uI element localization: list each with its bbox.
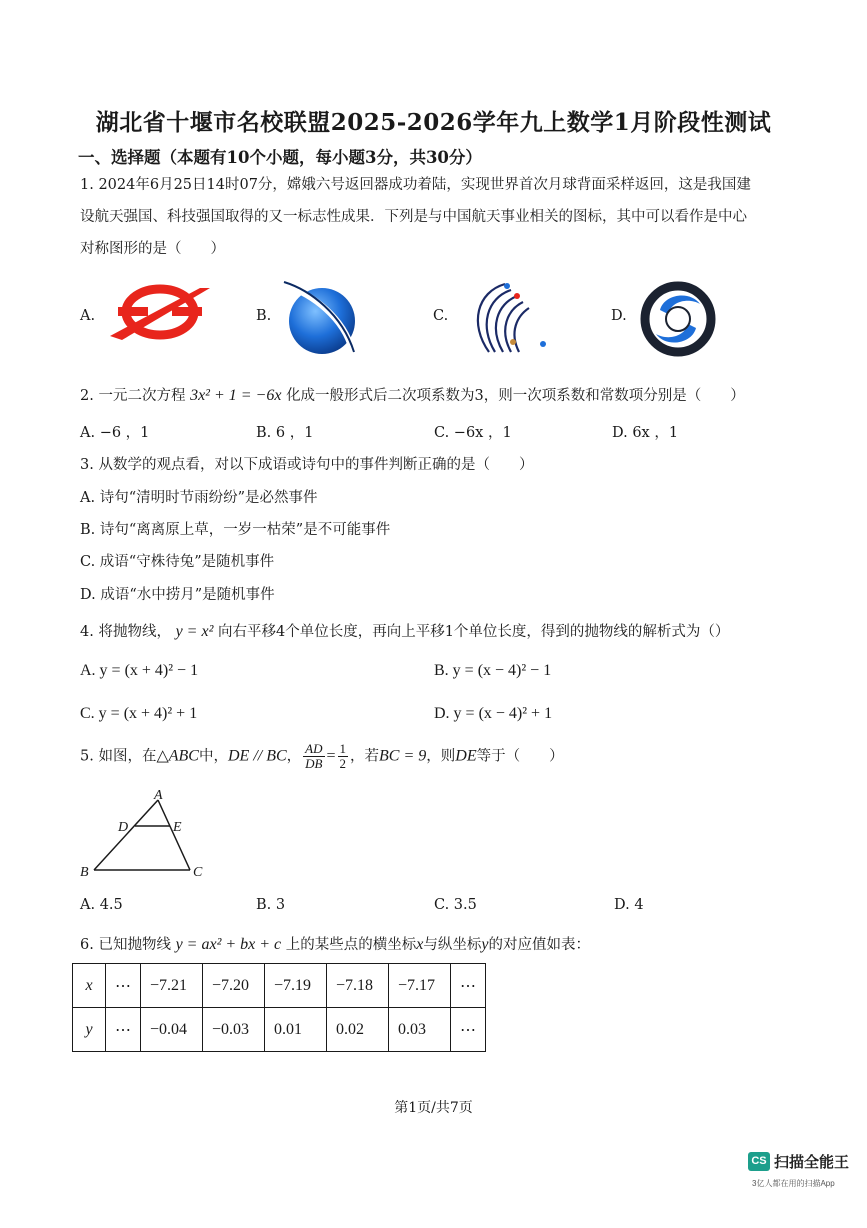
q3-option-c: C. 成语“守株待兔”是随机事件: [80, 554, 275, 570]
table-cell: −0.03: [203, 1008, 265, 1052]
q2-stem-suffix: 化成一般形式后二次项系数为3，则一次项系数和常数项分别是（ ）: [286, 388, 745, 404]
q5-frac-den: DB: [305, 756, 323, 771]
q3-stem: 3. 从数学的观点看，对以下成语或诗句中的事件判断正确的是（ ）: [80, 457, 534, 473]
q4-option-d: D. y = (x − 4)² + 1: [434, 705, 553, 722]
q4-option-c: C. y = (x + 4)² + 1: [80, 705, 198, 722]
table-cell: ⋯: [106, 1008, 141, 1052]
table-cell: 0.01: [265, 1008, 327, 1052]
arc-lines-icon: [465, 280, 549, 358]
point-e-label: E: [173, 820, 182, 835]
q5-parallel: DE // BC: [227, 747, 287, 765]
q5-frac-num: AD: [305, 741, 323, 756]
q2-stem: [80, 384, 745, 405]
q5-de: DE: [455, 747, 477, 765]
table-cell: 0.03: [389, 1008, 451, 1052]
blue-swirl-ring-icon: [638, 280, 718, 358]
vertex-c-label: C: [193, 865, 203, 880]
q5-text-1: 中，: [198, 748, 228, 765]
q2-option-c: C. −6x ，1: [434, 425, 512, 441]
table-cell: ⋯: [106, 964, 141, 1008]
camscanner-logo-icon: CS: [748, 1152, 770, 1171]
q1-stem-line-3: 对称图形的是（ ）: [80, 241, 225, 257]
q5-half-den: 2: [339, 756, 347, 771]
q4-option-b: B. y = (x − 4)² − 1: [434, 662, 552, 679]
scanner-tagline: 3亿人都在用的扫描App: [752, 1179, 835, 1188]
q2-equation: 3x² + 1 = −6x: [190, 387, 282, 404]
triangle-figure: [78, 786, 210, 882]
q1-option-b-label: B.: [256, 308, 272, 324]
scanner-app-name: 扫描全能王: [774, 1154, 850, 1171]
q1-option-c-label: C.: [433, 308, 449, 324]
q6-stem: [80, 933, 590, 954]
table-row-x: [73, 964, 486, 1008]
table-row-y: [73, 1008, 486, 1052]
q5-option-d: D. 4: [614, 897, 644, 913]
q6-x-var: x: [416, 936, 424, 953]
q6-stem-text-3: 的对应值如表：: [488, 937, 590, 953]
q5-option-a: A. 4.5: [80, 897, 123, 913]
q5-comma: ，: [286, 748, 302, 765]
q6-stem-text-1: 上的某些点的横坐标: [285, 937, 417, 953]
q5-triangle: △ABC: [156, 747, 199, 765]
q5-equals: =: [326, 747, 336, 765]
table-cell: −7.21: [141, 964, 203, 1008]
q5-fraction-half: [338, 742, 349, 771]
q5-stem: [80, 742, 564, 771]
q6-y-var: y: [481, 936, 489, 953]
q4-stem-suffix: 向右平移4个单位长度，再向上平移1个单位长度，得到的抛物线的解析式为（）: [217, 624, 730, 640]
page-title: 湖北省十堰市名校联盟2025-2026学年九上数学1月阶段性测试: [95, 109, 772, 136]
vertex-b-label: B: [80, 865, 89, 880]
q1-stem-line-1: 1. 2024年6月25日14时07分，嫦娥六号返回器成功着陆，实现世界首次月球背面采样返回，这是我国建: [80, 177, 751, 193]
table-cell: −7.17: [389, 964, 451, 1008]
blue-sphere-orbit-icon: [282, 280, 360, 354]
q1-stem-line-2: 设航天强国、科技强国取得的又一标志性成果．下列是与中国航天事业相关的图标，其中可以看作是中心: [80, 209, 747, 225]
q5-fraction-ad-db: [303, 742, 324, 771]
table-cell: −7.20: [203, 964, 265, 1008]
table-cell: −0.04: [141, 1008, 203, 1052]
q4-option-a: A. y = (x + 4)² − 1: [80, 662, 199, 679]
q1-option-d-label: D.: [611, 308, 627, 324]
q5-stem-prefix: 5. 如图，在: [80, 748, 157, 765]
table-cell: x: [73, 964, 106, 1008]
q4-stem: [80, 620, 729, 641]
q5-bc-value: BC = 9: [379, 747, 427, 765]
section-heading: 一、选择题（本题有10个小题，每小题3分，共30分）: [78, 148, 482, 167]
table-cell: −7.19: [265, 964, 327, 1008]
q2-option-d: D. 6x ，1: [612, 425, 679, 441]
q6-stem-text-2: 与纵坐标: [423, 937, 482, 953]
q6-stem-prefix: 6. 已知抛物线: [80, 937, 171, 953]
q4-stem-prefix: 4. 将抛物线，: [80, 624, 171, 640]
vertex-a-label: A: [154, 788, 163, 803]
q5-text-2: ，若: [350, 748, 380, 765]
q5-option-b: B. 3: [256, 897, 286, 913]
q3-option-d: D. 成语“水中捞月”是随机事件: [80, 587, 275, 603]
q6-value-table: [72, 963, 486, 1052]
q4-equation: y = x²: [175, 623, 214, 640]
point-d-label: D: [118, 820, 129, 835]
q1-option-a-label: A.: [80, 308, 96, 324]
red-slash-emblem-icon: [108, 280, 212, 344]
table-cell: −7.18: [327, 964, 389, 1008]
q5-stem-suffix: 等于（ ）: [476, 748, 564, 765]
q5-text-3: ，则: [426, 748, 456, 765]
q2-option-b: B. 6 ，1: [256, 425, 314, 441]
page-footer: 第1页/共7页: [394, 1100, 473, 1116]
q6-equation: y = ax² + bx + c: [175, 936, 282, 953]
q3-option-a: A. 诗句“清明时节雨纷纷”是必然事件: [80, 490, 318, 506]
table-cell: ⋯: [451, 1008, 486, 1052]
table-cell: 0.02: [327, 1008, 389, 1052]
q5-option-c: C. 3.5: [434, 897, 477, 913]
table-cell: y: [73, 1008, 106, 1052]
q3-option-b: B. 诗句“离离原上草，一岁一枯荣”是不可能事件: [80, 522, 391, 538]
q5-half-num: 1: [339, 741, 347, 756]
q2-stem-prefix: 2. 一元二次方程: [80, 388, 186, 404]
table-cell: ⋯: [451, 964, 486, 1008]
q2-option-a: A. −6 ，1: [80, 425, 150, 441]
